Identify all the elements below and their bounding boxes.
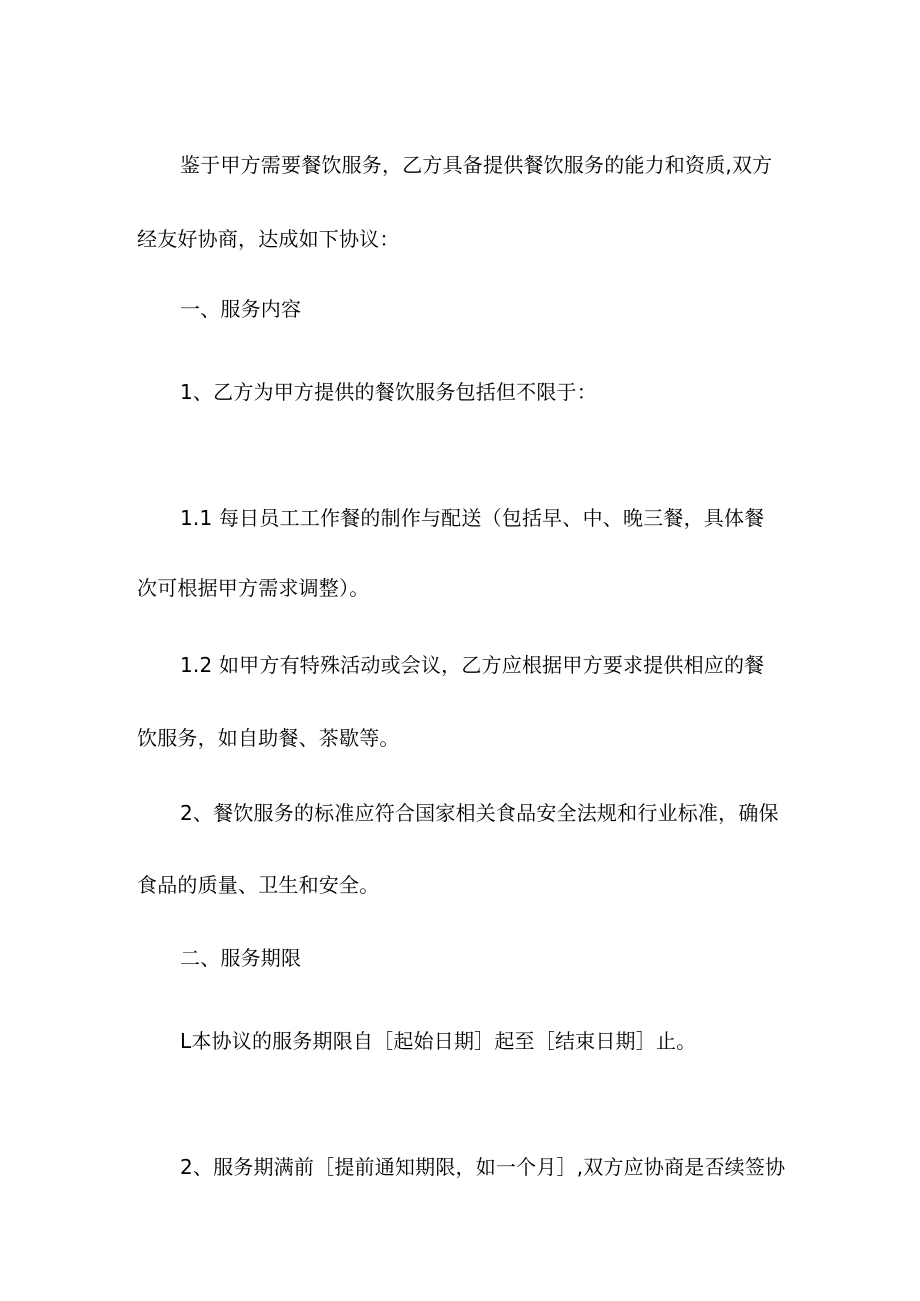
- paragraph-intro-line-1: 鉴于甲方需要餐饮服务，乙方具备提供餐饮服务的能力和资质,双方: [180, 153, 773, 177]
- clause-1-1-line-2: 次可根据甲方需求调整）。: [137, 576, 370, 600]
- section-heading-service-content: 一、服务内容: [180, 297, 302, 321]
- clause-2-line-1: 2、餐饮服务的标准应符合国家相关食品安全法规和行业标准，确保: [180, 801, 779, 825]
- term-clause-1: L本协议的服务期限自［起始日期］起至［结束日期］止。: [180, 1029, 697, 1053]
- clause-1-1-line-1: 1.1 每日员工工作餐的制作与配送（包括早、中、晚三餐，具体餐: [180, 506, 765, 530]
- clause-1: 1、乙方为甲方提供的餐饮服务包括但不限于：: [180, 380, 597, 404]
- paragraph-intro-line-2: 经友好协商，达成如下协议：: [137, 227, 400, 251]
- clause-1-2-line-1: 1.2 如甲方有特殊活动或会议，乙方应根据甲方要求提供相应的餐: [180, 653, 765, 677]
- clause-2-line-2: 食品的质量、卫生和安全。: [137, 873, 380, 897]
- section-heading-service-term: 二、服务期限: [180, 946, 302, 970]
- term-clause-2-line-1: 2、服务期满前［提前通知期限，如一个月］,双方应协商是否续签协: [180, 1155, 786, 1179]
- clause-1-2-line-2: 饮服务，如自助餐、茶歇等。: [137, 726, 400, 750]
